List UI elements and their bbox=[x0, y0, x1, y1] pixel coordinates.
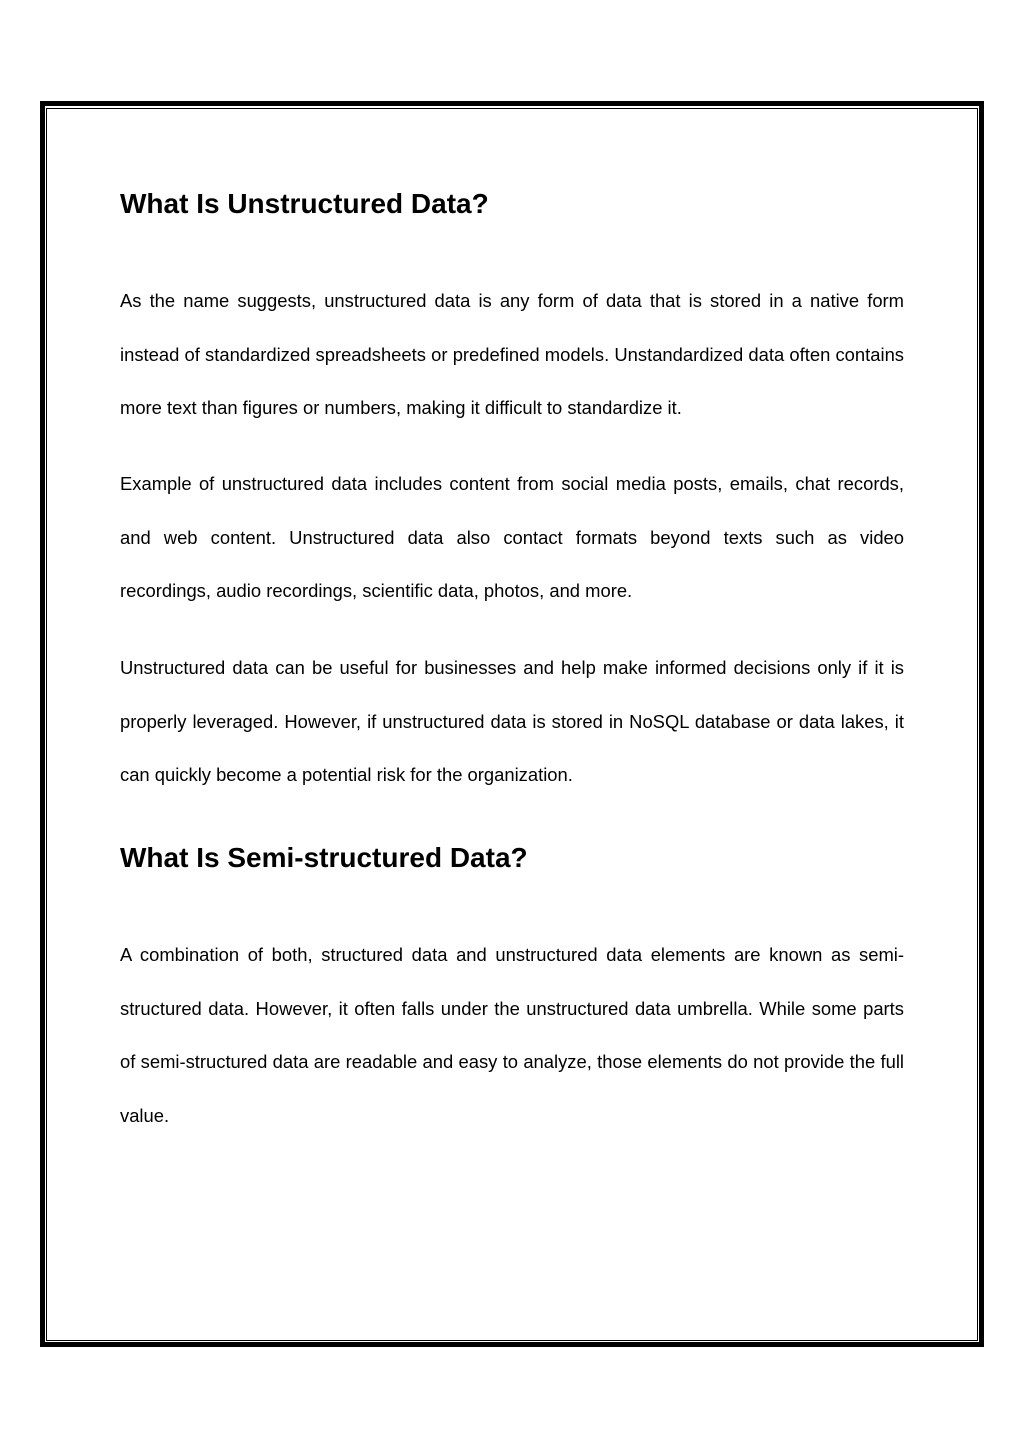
heading-unstructured-data: What Is Unstructured Data? bbox=[120, 188, 489, 219]
heading-semi-structured-data: What Is Semi-structured Data? bbox=[120, 842, 528, 873]
paragraph-unstructured-risk: Unstructured data can be useful for businesses and help make informed decisions only if it is properly leveraged. However, if unstructured data is stored in NoSQL database or data lakes, it can quickly become a potential risk for the organization. bbox=[120, 657, 904, 785]
paragraph-unstructured-definition: As the name suggests, unstructured data is any form of data that is stored in a native form instead of standardized spreadsheets or predefined models. Unstandardized data often contains more text than figures or numbers, making it difficult to standardize it. bbox=[120, 290, 904, 418]
paragraph-semi-structured-definition: A combination of both, structured data and unstructured data elements are known as semi-structured data. However, it often falls under the unstructured data umbrella. While some parts of semi-structured data are readable and easy to analyze, those elements do not provide the full value. bbox=[120, 944, 904, 1126]
paragraph-unstructured-examples: Example of unstructured data includes content from social media posts, emails, chat records, and web content. Unstructured data also contact formats beyond texts such as video recordings, audio recordings, scientific data, photos, and more. bbox=[120, 473, 904, 601]
